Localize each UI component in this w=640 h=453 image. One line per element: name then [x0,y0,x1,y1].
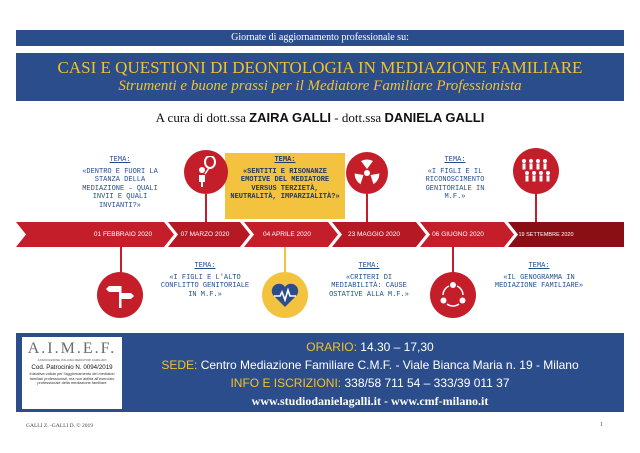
tema-text: «IL GENOGRAMMA IN MEDIAZIONE FAMILIARE» [494,273,584,290]
radiation-icon [346,152,388,194]
orario-line [130,338,610,356]
tema-box-2 [160,262,250,299]
curatori-sep: - dott.ssa [331,110,385,125]
tema-text: «SENTITI E RISONANZE EMOTIVE DEL MEDIATORE VERSUS TERZIETÀ, NEUTRALITÀ, IMPARZIALITÀ?» [230,167,340,201]
curatore-1: ZAIRA GALLI [249,110,331,125]
iscrizioni-value: 338/58 711 54 – 333/39 011 37 [341,376,510,390]
stem [366,194,368,222]
tema-label: TEMA: [444,156,466,164]
stem [452,247,454,273]
website-links[interactable]: www.studiodanielagalli.it - www.cmf-milano.it [251,394,489,408]
stem [205,194,207,222]
sede-key: SEDE: [161,358,198,372]
curatori-line [0,110,640,126]
tema-box-3 [225,153,345,219]
child-balloon-icon [184,150,228,194]
stem [535,194,537,222]
date-2: 07 MARZO 2020 [180,231,230,238]
page-title: CASI E QUESTIONI DI DEONTOLOGIA IN MEDIAZIONE FAMILIARE [57,58,583,77]
tema-box-1 [76,156,164,210]
people-group-icon [513,148,559,194]
patrocinio-note: Iniziativa valida per l'aggiornamento dei mediatori familiari professionisti, ma non abilita all'esercizio professionale della mediazione familiare [29,371,115,386]
heartbeat-icon [262,272,308,318]
tema-label: TEMA: [274,156,296,164]
logo-mark: A.I.M.E.F. [27,340,117,357]
date-4: 23 MAGGIO 2020 [347,231,401,238]
sede-value: Centro Mediazione Familiare C.M.F. - Viale Bianca Maria n. 19 - Milano [197,358,579,372]
iscrizioni-line [130,374,610,392]
tema-label: TEMA: [358,262,380,270]
date-6: 19 SETTEMBRE 2020 [518,231,574,238]
tema-box-5 [414,156,496,202]
orario-value: 14.30 – 17,30 [356,340,434,354]
cycle-arrows-icon [430,272,476,318]
kicker-strip [16,30,624,46]
curatori-prefix: A cura di dott.ssa [155,110,250,125]
page-number: 1 [600,422,603,428]
curatore-2: DANIELA GALLI [384,110,485,125]
orario-key: ORARIO: [306,340,357,354]
logo-assoc: ASSOCIAZIONE ITALIANA MEDIATORI FAMILIARI [37,358,107,362]
tema-text: «I FIGLI E IL RICONOSCIMENTO GENITORIALE IN M.F.» [425,167,485,201]
date-3: 04 APRILE 2020 [262,231,312,238]
stem [120,247,122,273]
tema-text: «I FIGLI E L'ALTO CONFLITTO GENITORIALE IN M.F.» [160,273,250,299]
tema-box-6 [494,262,584,291]
aimef-logo [22,337,122,409]
tema-label: TEMA: [109,156,131,164]
copyright: GALLI Z. -GALLI D. © 2019 [26,423,93,429]
date-5: 06 GIUGNO 2020 [432,231,484,238]
tema-box-4 [326,262,412,299]
road-sign-icon [97,272,143,318]
kicker-text: Giornate di aggiornamento professionale su: [231,32,409,43]
title-banner [16,53,624,101]
page-subtitle: Strumenti e buone prassi per il Mediatore Familiare Professionista [118,78,522,94]
tema-text: «CRITERI DI MEDIABILITÀ: CAUSE OSTATIVE ALLA M.F.» [329,273,409,299]
tema-label: TEMA: [194,262,216,270]
stem [284,247,286,273]
iscrizioni-key: INFO E ISCRIZIONI: [230,376,342,390]
sede-line [130,356,610,374]
patrocinio-code: Cod. Patrocinio N. 0094/2019 [31,364,113,371]
date-1: 01 FEBBRAIO 2020 [93,231,153,238]
event-info [130,338,610,410]
tema-text: «DENTRO E FUORI LA STANZA DELLA MEDIAZIONE – QUALI INVII E QUALI INVIANTI?» [82,167,158,210]
tema-label: TEMA: [528,262,550,270]
